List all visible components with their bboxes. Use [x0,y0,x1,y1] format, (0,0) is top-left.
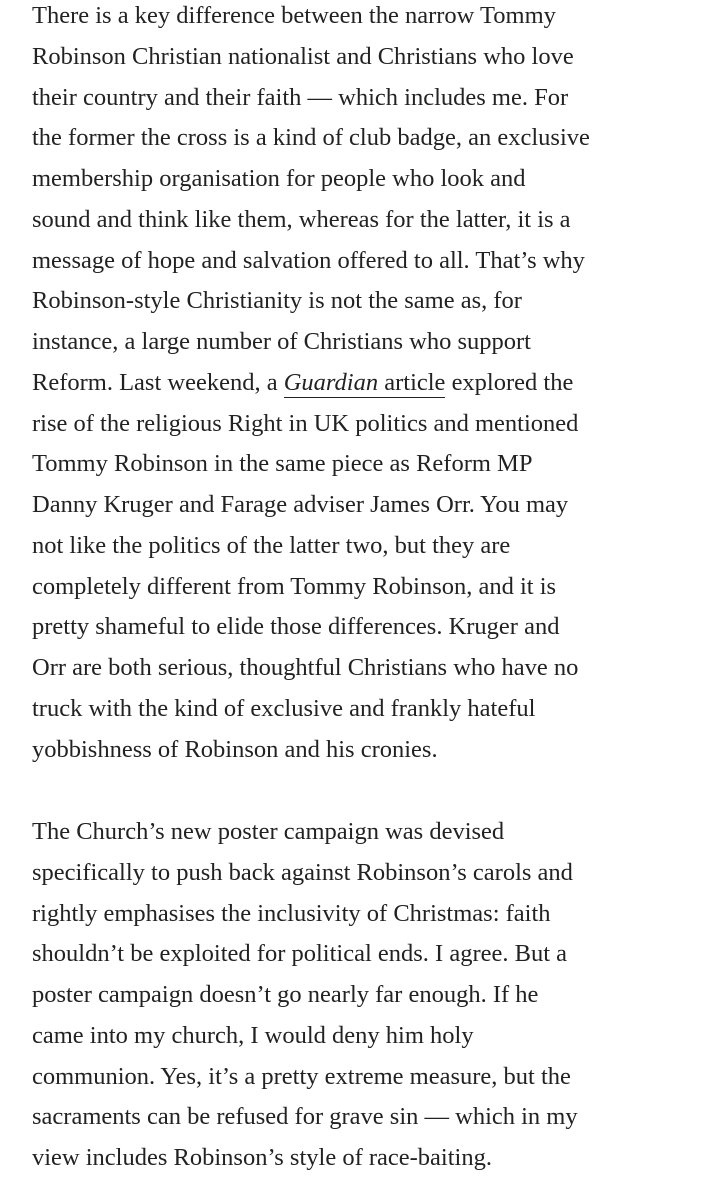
line-text: explored the [445,368,574,396]
paragraph-line: truck with the kind of exclusive and frankly hateful [32,694,536,722]
paragraph-line: pretty shameful to elide those differences. Kruger and [32,613,560,641]
guardian-link-text[interactable]: article [378,368,446,396]
paragraph-line: membership organisation for people who look and [32,165,526,192]
paragraph-line: view includes Robinson’s style of race-baiting. [32,1144,492,1171]
paragraph-line: Robinson Christian nationalist and Christians who love [32,42,574,70]
paragraph-line: Tommy Robinson in the same piece as Reform MP [32,450,533,478]
paragraph-line: Danny Kruger and Farage adviser James Orr. You may [32,491,569,518]
paragraph-line: their country and their faith — which includes me. For [32,83,569,111]
paragraph-line: came into my church, I would deny him holy [32,1021,474,1049]
paragraph-line: rightly emphasises the inclusivity of Christmas: faith [32,899,551,927]
paragraph-line: yobbishness of Robinson and his cronies. [32,735,438,763]
paragraph-line: completely different from Tommy Robinson, and it is [32,572,557,600]
paragraph-line: sound and think like them, whereas for the latter, it is a [32,205,571,233]
paragraph-line: The Church’s new poster campaign was devised [32,818,505,845]
paragraph-line: not like the politics of the latter two, but they are [32,531,511,559]
paragraph-line [32,363,590,404]
paragraph-line: message of hope and salvation offered to all. That’s why [32,246,585,274]
paragraph-line: There is a key difference between the narrow Tommy [32,2,556,29]
paragraph-line: Orr are both serious, thoughtful Christians who have no [32,654,579,681]
paragraph-line: poster campaign doesn’t go nearly far enough. If he [32,981,539,1008]
paragraph-line: instance, a large number of Christians who support [32,328,531,355]
article-paragraph-1 [32,0,590,770]
paragraph-line: Robinson-style Christianity is not the same as, for [32,287,522,315]
paragraph-line: shouldn’t be exploited for political ends. I agree. But a [32,940,568,968]
paragraph-line: the former the cross is a kind of club badge, an exclusive [32,124,590,152]
article-paragraph-2 [32,812,578,1179]
guardian-link-italic[interactable]: Guardian [283,368,379,396]
guardian-article-link[interactable] [284,369,446,398]
line-text: Reform. Last weekend, a [32,368,284,396]
paragraph-line: specifically to push back against Robinson’s carols and [32,858,573,886]
paragraph-line: communion. Yes, it’s a pretty extreme measure, but the [32,1062,571,1090]
paragraph-line: sacraments can be refused for grave sin — which in my [32,1103,578,1131]
paragraph-line: rise of the religious Right in UK politics and mentioned [32,409,579,437]
